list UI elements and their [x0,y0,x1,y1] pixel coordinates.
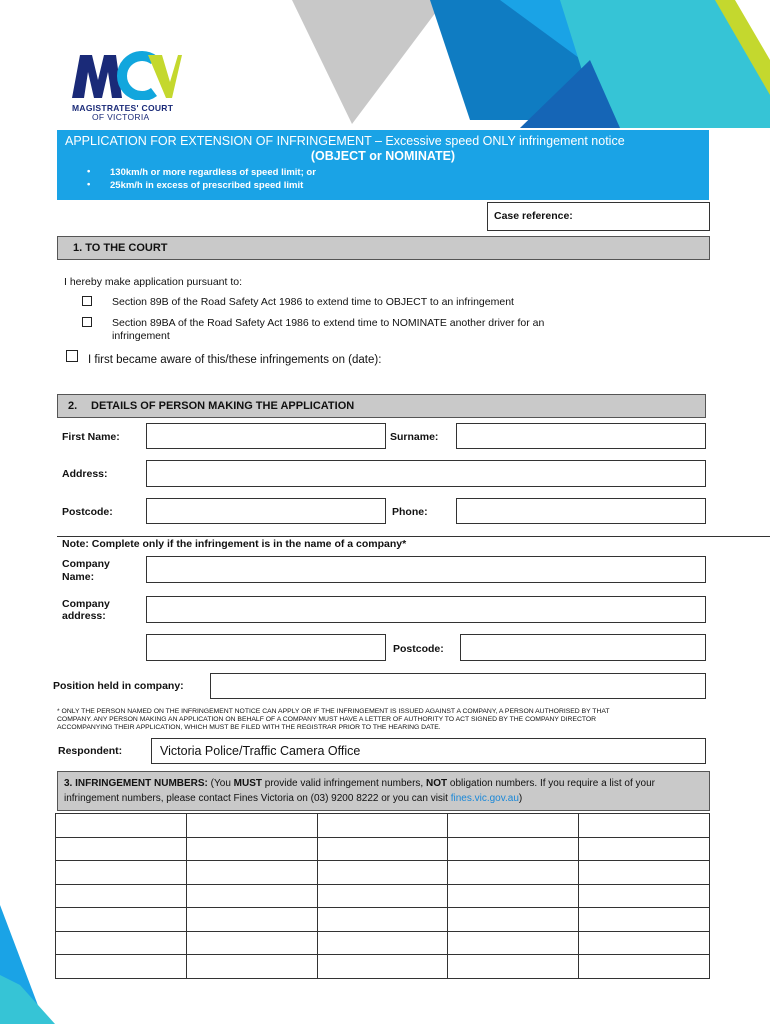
nominate-option-label-1: Section 89BA of the Road Safety Act 1986 to extend time to NOMINATE another driver for an [112,317,545,329]
mcv-logo-icon [72,50,182,100]
infringement-number-cell[interactable] [56,931,187,955]
position-label: Position held in company: [53,680,184,692]
infringement-number-cell[interactable] [579,814,710,838]
table-row [56,908,710,932]
address-label: Address: [62,468,108,480]
respondent-label: Respondent: [58,745,123,757]
infringement-number-cell[interactable] [448,931,579,955]
company-postcode-label: Postcode: [393,643,444,655]
company-name-input[interactable] [146,556,706,583]
section-3-close: ) [518,793,523,804]
aware-date-label: I first became aware of this/these infringements on (date): [88,354,382,366]
section-3-text-1: (You [207,778,234,789]
aware-date-checkbox[interactable] [66,350,78,362]
infringement-number-cell[interactable] [579,931,710,955]
infringement-number-cell[interactable] [56,861,187,885]
form-title-banner [57,130,709,200]
nominate-option-label-2: infringement [112,330,170,342]
infringement-number-cell[interactable] [56,814,187,838]
position-input[interactable] [210,673,706,699]
section-1-heading [57,236,710,260]
infringement-number-cell[interactable] [448,908,579,932]
form-title: APPLICATION FOR EXTENSION OF INFRINGEMENT – Excessive speed ONLY infringement notice [65,134,625,148]
infringement-number-cell[interactable] [579,837,710,861]
infringement-number-cell[interactable] [448,837,579,861]
infringement-number-cell[interactable] [448,884,579,908]
section-2-number: 2. [68,400,78,412]
footnote-line-2: COMPANY. ANY PERSON MAKING AN APPLICATION ON BEHALF OF A COMPANY MUST HAVE A LETTER OF AUTHORITY TO ACT SIGNED BY THE COMPANY DIRECTOR [57,716,597,723]
fines-vic-link[interactable]: fines.vic.gov.au [450,793,519,804]
company-address-input[interactable] [146,596,706,623]
phone-label: Phone: [392,506,428,518]
object-checkbox[interactable] [82,296,92,306]
bullet-dot-icon: • [87,179,91,190]
respondent-value: Victoria Police/Traffic Camera Office [160,744,361,758]
first-name-input[interactable] [146,423,386,449]
company-address-label-1: Company [62,598,110,610]
table-row [56,884,710,908]
infringement-number-cell[interactable] [448,861,579,885]
address-input[interactable] [146,460,706,487]
infringement-number-cell[interactable] [317,814,448,838]
section-2-heading [57,394,706,418]
case-reference-field[interactable] [487,202,710,231]
infringement-number-cell[interactable] [317,931,448,955]
bullet-item-1: 130km/h or more regardless of speed limit; or [110,167,316,178]
section-3-text-3: obligation numbers. If you require a list of your [447,778,655,789]
company-name-label-1: Company [62,558,110,570]
phone-input[interactable] [456,498,706,524]
section-3-text-4: infringement numbers, please contact Fines Victoria on (03) 9200 8222 or you can visit [64,793,451,804]
postcode-label: Postcode: [62,506,113,518]
infringement-number-cell[interactable] [448,955,579,979]
infringement-number-cell[interactable] [317,908,448,932]
section-3-heading [57,771,710,811]
table-row [56,861,710,885]
infringement-number-cell[interactable] [186,931,317,955]
infringement-number-cell[interactable] [579,955,710,979]
section-3-line-2 [64,793,522,804]
infringement-number-cell[interactable] [186,955,317,979]
infringement-number-cell[interactable] [579,861,710,885]
section-3-title: 3. INFRINGEMENT NUMBERS: [64,778,208,789]
table-row [56,837,710,861]
infringement-number-cell[interactable] [186,908,317,932]
footnote-line-1: * ONLY THE PERSON NAMED ON THE INFRINGEMENT NOTICE CAN APPLY OR IF THE INFRINGEMENT IS ISSUED AGAINST A COMPANY, A PERSON AUTHORISED BY THAT [57,708,610,715]
infringement-number-cell[interactable] [317,884,448,908]
infringement-number-cell[interactable] [317,955,448,979]
company-name-label-2: Name: [62,571,95,583]
company-postcode-input[interactable] [460,634,706,661]
logo-line-2: OF VICTORIA [92,112,150,122]
infringement-number-cell[interactable] [186,884,317,908]
surname-input[interactable] [456,423,706,449]
logo-line-1: MAGISTRATES' COURT [72,103,174,113]
company-address-label-2: address: [62,610,106,622]
form-subtitle: (OBJECT or NOMINATE) [310,149,456,163]
postcode-input[interactable] [146,498,386,524]
infringement-number-cell[interactable] [579,908,710,932]
footnote-line-3: ACCOMPANYING THEIR APPLICATION, WHICH MUST BE FILED WITH THE REGISTRAR PRIOR TO THE HEARING DATE. [57,724,441,731]
infringement-number-cell[interactable] [579,884,710,908]
gray-triangle-shape [292,0,445,124]
table-row [56,814,710,838]
table-row [56,931,710,955]
infringement-number-cell[interactable] [186,814,317,838]
infringement-number-cell[interactable] [186,861,317,885]
application-intro: I hereby make application pursuant to: [64,276,243,288]
infringement-number-cell[interactable] [56,908,187,932]
nominate-checkbox[interactable] [82,317,92,327]
respondent-field [151,738,706,764]
infringement-number-cell[interactable] [56,884,187,908]
company-address-line2-input[interactable] [146,634,386,661]
company-note: Note: Complete only if the infringement is in the name of a company* [62,538,407,550]
object-option-label: Section 89B of the Road Safety Act 1986 to extend time to OBJECT to an infringement [112,296,514,308]
case-reference-label: Case reference: [494,210,573,222]
section-3-line-1 [64,778,655,789]
section-1-title: 1. TO THE COURT [73,242,168,254]
company-note-divider [57,536,770,537]
bullet-item-2: 25km/h in excess of prescribed speed limit [110,180,304,191]
table-row [56,955,710,979]
surname-label: Surname: [390,431,439,443]
bullet-dot-icon: • [87,166,91,177]
infringement-number-cell[interactable] [56,837,187,861]
infringement-numbers-table [55,813,710,979]
section-3-must: MUST [233,778,263,789]
infringement-number-cell[interactable] [186,837,317,861]
infringement-number-cell[interactable] [317,837,448,861]
section-2-title: DETAILS OF PERSON MAKING THE APPLICATION [91,400,355,412]
section-3-text-2: provide valid infringement numbers, [262,778,426,789]
infringement-number-cell[interactable] [448,814,579,838]
court-logo [72,50,182,130]
first-name-label: First Name: [62,431,120,443]
section-3-not: NOT [426,778,448,789]
infringement-number-cell[interactable] [56,955,187,979]
infringement-number-cell[interactable] [317,861,448,885]
